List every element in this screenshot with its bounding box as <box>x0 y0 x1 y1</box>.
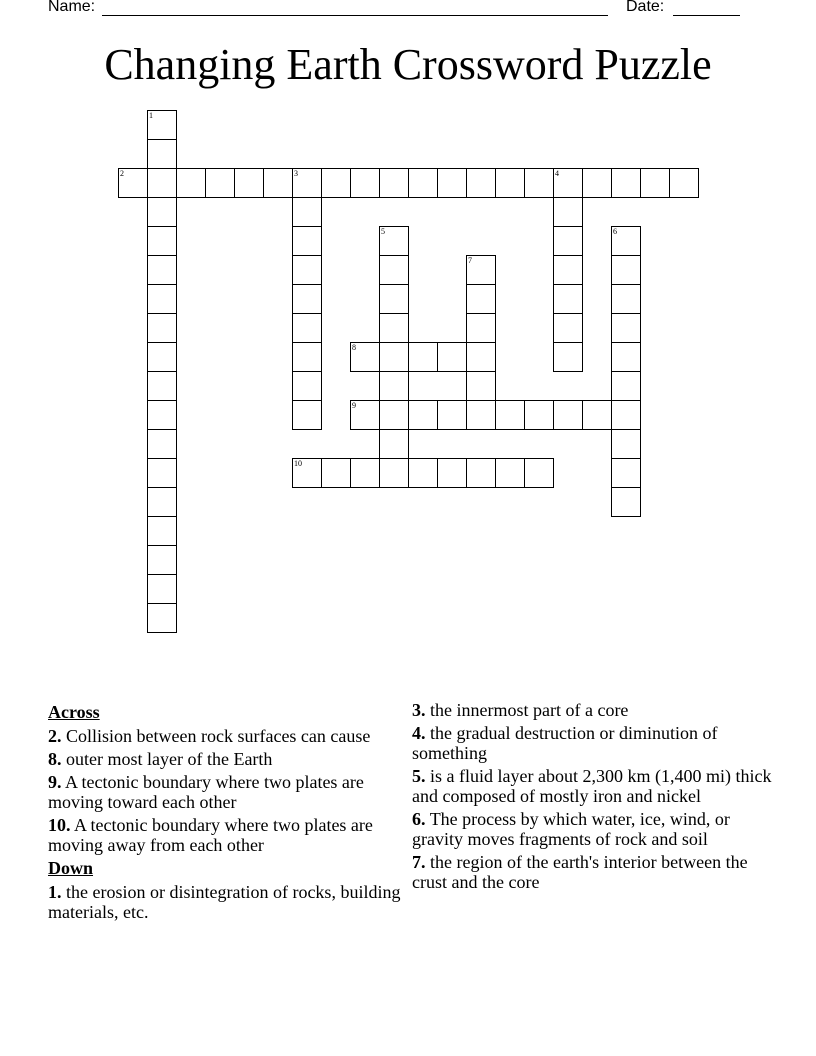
grid-cell[interactable] <box>524 400 554 430</box>
clue-number: 8 <box>352 343 356 352</box>
grid-cell[interactable] <box>408 168 438 198</box>
grid-cell[interactable] <box>466 255 496 285</box>
grid-cell[interactable] <box>553 313 583 343</box>
grid-cell[interactable] <box>466 284 496 314</box>
down-heading: Down <box>48 858 94 878</box>
grid-cell[interactable] <box>379 168 409 198</box>
page-title: Changing Earth Crossword Puzzle <box>104 40 712 89</box>
grid-cell[interactable] <box>553 255 583 285</box>
grid-cell[interactable] <box>147 313 177 343</box>
grid-cell[interactable] <box>582 400 612 430</box>
clue-number: 6 <box>613 227 617 236</box>
grid-cell[interactable] <box>147 574 177 604</box>
grid-cell[interactable] <box>350 400 380 430</box>
grid-cell[interactable] <box>147 110 177 140</box>
grid-cell[interactable] <box>466 371 496 401</box>
grid-cell[interactable] <box>292 284 322 314</box>
grid-cell[interactable] <box>437 342 467 372</box>
clue-down-7: 7. the region of the earth's interior between the crust and the core <box>412 852 748 892</box>
clue-down-4: 4. the gradual destruction or diminution of something <box>412 723 718 763</box>
grid-cell[interactable] <box>147 139 177 169</box>
grid-cell[interactable] <box>437 168 467 198</box>
grid-cell[interactable] <box>553 168 583 198</box>
grid-cell[interactable] <box>147 458 177 488</box>
grid-cell[interactable] <box>147 545 177 575</box>
grid-cell[interactable] <box>379 284 409 314</box>
grid-cell[interactable] <box>292 255 322 285</box>
grid-cell[interactable] <box>292 197 322 227</box>
grid-cell[interactable] <box>669 168 699 198</box>
clue-number: 2 <box>120 169 124 178</box>
grid-cell[interactable] <box>611 284 641 314</box>
grid-cell[interactable] <box>495 168 525 198</box>
grid-cell[interactable] <box>147 226 177 256</box>
grid-cell[interactable] <box>176 168 206 198</box>
grid-cell[interactable] <box>379 313 409 343</box>
clue-down-6: 6. The process by which water, ice, wind, or gravity moves fragments of rock and soil <box>412 809 730 849</box>
grid-cell[interactable] <box>553 226 583 256</box>
clue-number: 4 <box>555 169 559 178</box>
grid-cell[interactable] <box>147 603 177 633</box>
grid-cell[interactable] <box>437 400 467 430</box>
grid-cell[interactable] <box>292 226 322 256</box>
clue-number: 7 <box>468 256 472 265</box>
clue-down-5: 5. is a fluid layer about 2,300 km (1,400 mi) thick and composed of mostly iron and nickel <box>412 766 772 806</box>
clue-down-1: 1. the erosion or disintegration of rocks, building materials, etc. <box>48 882 401 922</box>
grid-cell[interactable] <box>292 371 322 401</box>
grid-cell[interactable] <box>611 487 641 517</box>
grid-cell[interactable] <box>466 313 496 343</box>
grid-cell[interactable] <box>553 284 583 314</box>
across-heading: Across <box>48 702 100 722</box>
grid-cell[interactable] <box>524 168 554 198</box>
grid-cell[interactable] <box>553 400 583 430</box>
grid-cell[interactable] <box>611 458 641 488</box>
clue-number: 3 <box>294 169 298 178</box>
grid-cell[interactable] <box>466 458 496 488</box>
grid-cell[interactable] <box>408 342 438 372</box>
grid-cell[interactable] <box>292 400 322 430</box>
grid-cell[interactable] <box>147 429 177 459</box>
grid-cell[interactable] <box>147 400 177 430</box>
grid-cell[interactable] <box>379 400 409 430</box>
grid-cell[interactable] <box>350 168 380 198</box>
clues-right-column <box>412 700 772 895</box>
clue-number: 9 <box>352 401 356 410</box>
grid-cell[interactable] <box>611 255 641 285</box>
date-label: Date: <box>626 0 665 15</box>
grid-cell[interactable] <box>379 255 409 285</box>
clue-number: 5 <box>381 227 385 236</box>
grid-cell[interactable] <box>118 168 148 198</box>
grid-cell[interactable] <box>147 516 177 546</box>
clue-across-8: 8. outer most layer of the Earth <box>48 749 273 769</box>
clue-down-3: 3. the innermost part of a core <box>412 700 629 720</box>
grid-cell[interactable] <box>350 342 380 372</box>
grid-cell[interactable] <box>292 168 322 198</box>
clues-left-column <box>48 700 408 925</box>
clue-number: 10 <box>294 459 302 468</box>
grid-cell[interactable] <box>611 313 641 343</box>
grid-cell[interactable] <box>553 342 583 372</box>
grid-cell[interactable] <box>408 458 438 488</box>
grid-cell[interactable] <box>147 371 177 401</box>
grid-cell[interactable] <box>379 458 409 488</box>
grid-cell[interactable] <box>466 342 496 372</box>
grid-cell[interactable] <box>234 168 264 198</box>
grid-cell[interactable] <box>205 168 235 198</box>
grid-cell[interactable] <box>147 342 177 372</box>
grid-cell[interactable] <box>495 458 525 488</box>
grid-cell[interactable] <box>611 226 641 256</box>
grid-cell[interactable] <box>611 168 641 198</box>
clue-number: 1 <box>149 111 153 120</box>
grid-cell[interactable] <box>379 226 409 256</box>
grid-cell[interactable] <box>611 342 641 372</box>
grid-cell[interactable] <box>437 458 467 488</box>
grid-cell[interactable] <box>263 168 293 198</box>
grid-cell[interactable] <box>379 429 409 459</box>
grid-cell[interactable] <box>408 400 438 430</box>
grid-cell[interactable] <box>147 487 177 517</box>
grid-cell[interactable] <box>640 168 670 198</box>
grid-cell[interactable] <box>611 371 641 401</box>
grid-cell[interactable] <box>582 168 612 198</box>
grid-cell[interactable] <box>611 400 641 430</box>
clue-across-9: 9. A tectonic boundary where two plates are moving toward each other <box>48 772 364 812</box>
clue-across-10: 10. A tectonic boundary where two plates are moving away from each other <box>48 815 373 855</box>
grid-cell[interactable] <box>292 313 322 343</box>
grid-cell[interactable] <box>495 400 525 430</box>
grid-cell[interactable] <box>466 400 496 430</box>
grid-cell[interactable] <box>524 458 554 488</box>
grid-cell[interactable] <box>350 458 380 488</box>
grid-cell[interactable] <box>466 168 496 198</box>
clue-across-2: 2. Collision between rock surfaces can cause <box>48 726 371 746</box>
grid-cell[interactable] <box>292 342 322 372</box>
grid-cell[interactable] <box>292 458 322 488</box>
grid-cell[interactable] <box>321 168 351 198</box>
grid-cell[interactable] <box>321 458 351 488</box>
grid-cell[interactable] <box>147 168 177 198</box>
grid-cell[interactable] <box>611 429 641 459</box>
grid-cell[interactable] <box>147 197 177 227</box>
grid-cell[interactable] <box>147 255 177 285</box>
grid-cell[interactable] <box>379 342 409 372</box>
name-label: Name: <box>48 0 96 15</box>
grid-cell[interactable] <box>553 197 583 227</box>
grid-cell[interactable] <box>147 284 177 314</box>
grid-cell[interactable] <box>379 371 409 401</box>
